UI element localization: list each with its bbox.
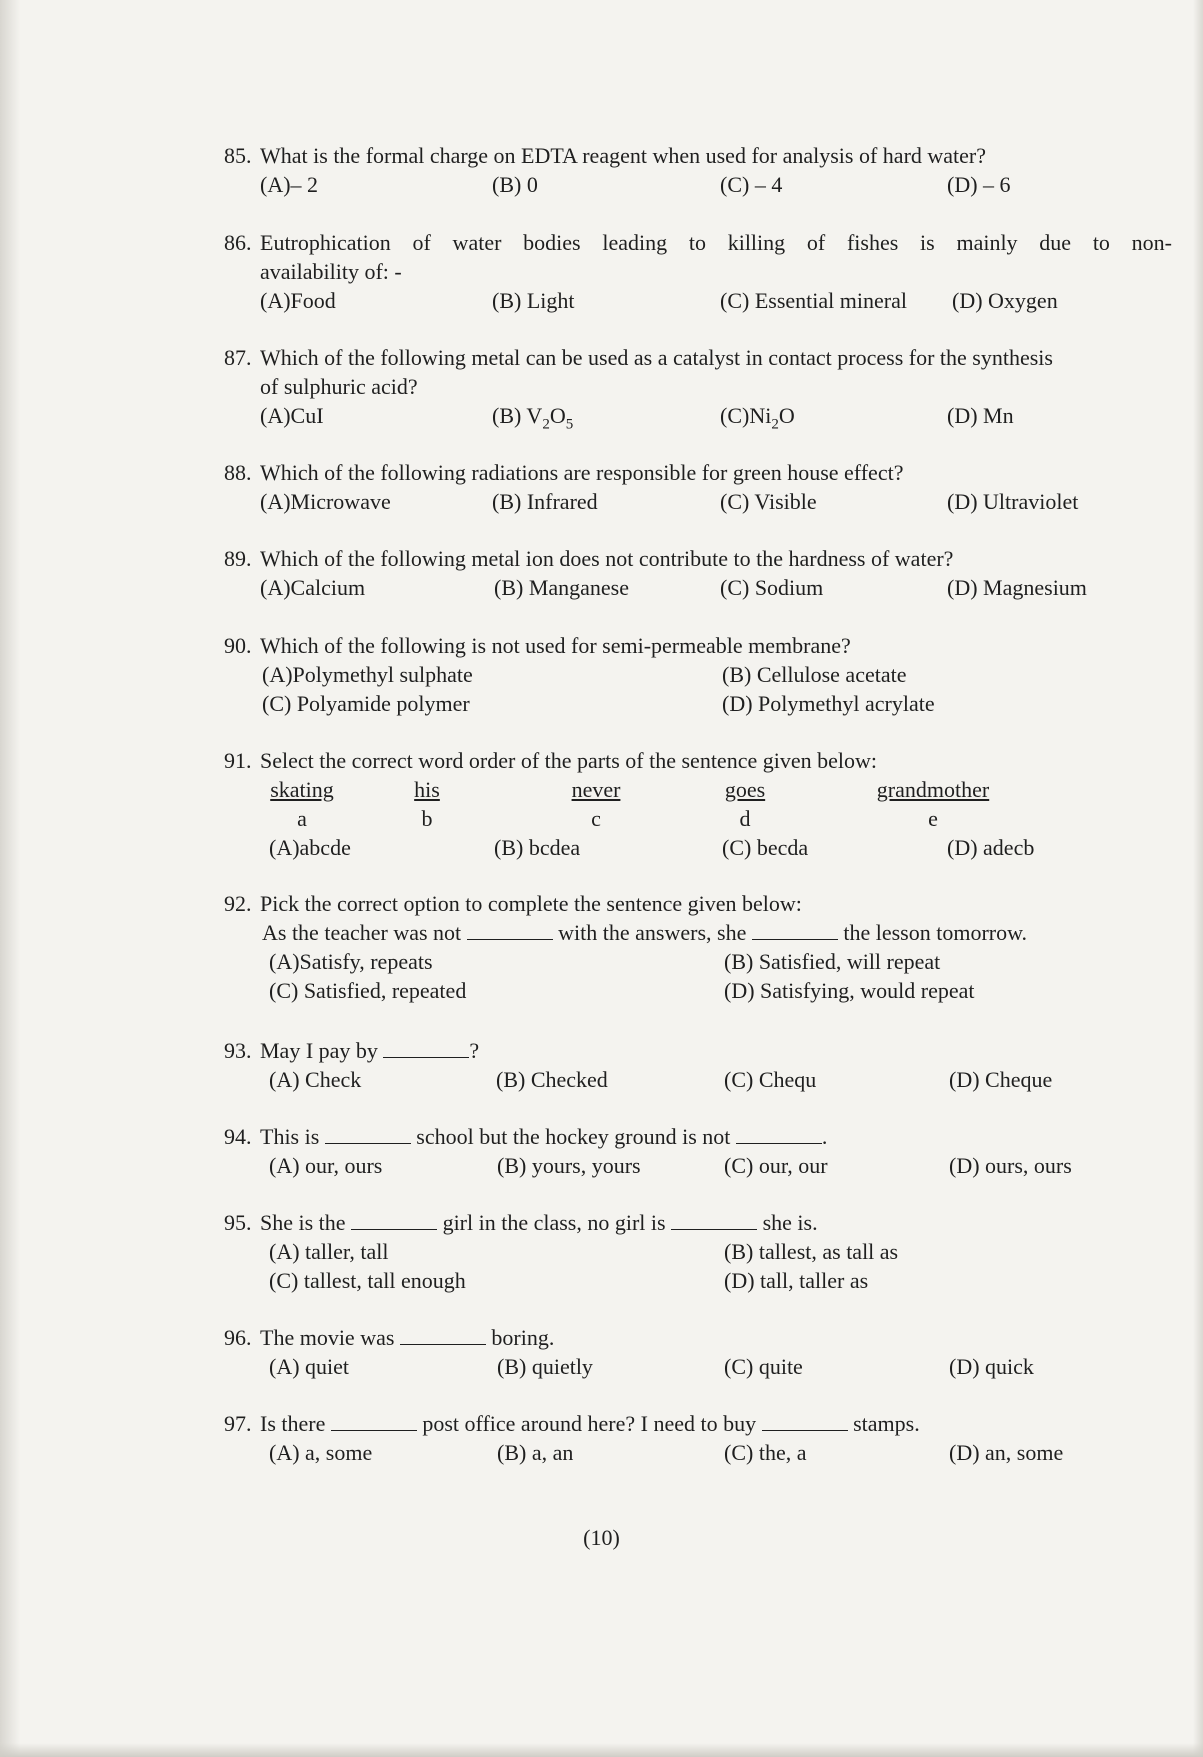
question-85	[224, 141, 1172, 199]
question-95: 95. She is the girl in the class, no girl is she is. (A) taller, tall (B) tallest, as tall as (C) tallest, tall enough (D) tall, taller as	[224, 1208, 1172, 1295]
option-a: (A)Calcium	[260, 575, 366, 600]
option-b: (B) Manganese	[494, 575, 630, 600]
option-c: (C) quite	[724, 1354, 803, 1379]
options-row	[224, 573, 1172, 602]
option-d: (D) quick	[949, 1354, 1034, 1379]
question-number: 95.	[224, 1210, 252, 1235]
question-88	[224, 458, 1172, 516]
option-d: (D) an, some	[949, 1440, 1064, 1465]
option-b: (B) tallest, as tall as	[724, 1239, 899, 1264]
option-d: (D) – 6	[947, 172, 1011, 197]
blank	[325, 1125, 411, 1144]
blank	[467, 921, 553, 940]
option-c: (C) Chequ	[724, 1067, 817, 1092]
page-number: (10)	[583, 1525, 620, 1550]
option-b: (B) yours, yours	[497, 1153, 641, 1178]
options-row	[224, 1438, 1172, 1467]
option-a: (A)– 2	[260, 172, 319, 197]
option-c: (C) our, our	[724, 1153, 828, 1178]
option-c: (C) Polyamide polymer	[262, 691, 470, 716]
options-row	[224, 1065, 1172, 1094]
option-c: $(C)Ni_2O$	[720, 403, 795, 433]
options-row	[224, 1237, 1172, 1266]
option-c: (C) Satisfied, repeated	[269, 978, 467, 1003]
question-87	[224, 343, 1172, 433]
option-c: (C) Essential mineral	[720, 288, 907, 313]
option-d: (D) Satisfying, would repeat	[724, 978, 975, 1003]
page-edge-right	[1193, 0, 1203, 1757]
question-number: 85.	[224, 143, 252, 168]
word-part-a: skating a	[270, 777, 334, 831]
option-a: (A)abcde	[269, 835, 351, 860]
option-c: (C) tallest, tall enough	[269, 1268, 466, 1293]
question-92	[224, 889, 1172, 1005]
option-d: (D) Polymethyl acrylate	[722, 691, 935, 716]
question-93: 93. May I pay by ? (A) Check (B) Checked (C) Chequ (D) Cheque	[224, 1036, 1172, 1094]
option-b: (B) quietly	[497, 1354, 593, 1379]
option-a: (A)Food	[260, 288, 336, 313]
option-a: (A)CuI	[260, 403, 324, 428]
blank	[752, 921, 838, 940]
blank	[400, 1326, 486, 1345]
option-d: (D) Mn	[947, 403, 1014, 428]
options-row	[224, 660, 1172, 689]
question-number: 90.	[224, 633, 252, 658]
question-text-line-2: of sulphuric acid?	[260, 374, 418, 399]
word-part-c: never c	[571, 777, 621, 831]
options-row	[224, 286, 1172, 315]
question-94: 94. This is school but the hockey ground is not . (A) our, ours (B) yours, yours (C) our, our (D) ours, ours	[224, 1122, 1172, 1180]
question-text-line-2: availability of: -	[260, 259, 402, 284]
option-b: (B) Satisfied, will repeat	[724, 949, 941, 974]
options-row	[224, 1151, 1172, 1180]
option-c: (C) Sodium	[720, 575, 824, 600]
option-a: (A) quiet	[269, 1354, 350, 1379]
question-91	[224, 746, 1172, 862]
question-number: 94.	[224, 1124, 252, 1149]
options-row	[224, 689, 1172, 718]
option-b: (B) Light	[492, 288, 575, 313]
word-part-b: his b	[414, 777, 440, 831]
option-d: (D) Oxygen	[952, 288, 1058, 313]
question-number: 86.	[224, 230, 252, 255]
option-b: (B) $V_2O_5$	[492, 403, 574, 433]
options-row	[224, 976, 1172, 1005]
option-d: (D) Ultraviolet	[947, 489, 1079, 514]
question-text-line-1: Which of the following metal can be used as a catalyst in contact process for the synthesis	[260, 345, 1053, 370]
blank	[383, 1039, 469, 1058]
question-text: Which of the following metal ion does not contribute to the hardness of water?	[260, 546, 954, 571]
question-number: 89.	[224, 546, 252, 571]
question-number: 93.	[224, 1038, 252, 1063]
word-part-e: grandmother e	[876, 777, 990, 831]
options-row	[224, 170, 1172, 199]
question-number: 97.	[224, 1411, 252, 1436]
option-b: (B) a, an	[497, 1440, 574, 1465]
sentence-parts	[224, 775, 1172, 833]
options-row	[224, 401, 1172, 433]
options-row	[224, 487, 1172, 516]
question-number: 96.	[224, 1325, 252, 1350]
question-text: Pick the correct option to complete the sentence given below:	[260, 891, 802, 916]
option-c: (C) becda	[722, 835, 809, 860]
options-row	[224, 947, 1172, 976]
option-a: (A) our, ours	[269, 1153, 383, 1178]
option-a: (A)Microwave	[260, 489, 391, 514]
options-row	[224, 833, 1172, 862]
page-edge-shadow	[0, 0, 20, 1757]
question-number: 87.	[224, 345, 252, 370]
question-number: 91.	[224, 748, 252, 773]
question-97: 97. Is there post office around here? I need to buy stamps. (A) a, some (B) a, an (C) the, a (D) an, some	[224, 1409, 1172, 1467]
option-d: (D) ours, ours	[949, 1153, 1072, 1178]
option-a: (A)Satisfy, repeats	[269, 949, 433, 974]
options-row	[224, 1352, 1172, 1381]
question-89	[224, 544, 1172, 602]
question-text: What is the formal charge on EDTA reagent when used for analysis of hard water?	[260, 143, 987, 168]
question-number: 92.	[224, 891, 252, 916]
option-b: (B) Infrared	[492, 489, 598, 514]
question-text: Which of the following radiations are responsible for green house effect?	[260, 460, 904, 485]
option-d: (D) Magnesium	[947, 575, 1087, 600]
question-text: Which of the following is not used for semi-permeable membrane?	[260, 633, 851, 658]
option-a: (A) taller, tall	[269, 1239, 389, 1264]
word-part-d: goes d	[724, 777, 766, 831]
option-a: (A) Check	[269, 1067, 362, 1092]
blank	[736, 1125, 822, 1144]
question-96: 96. The movie was boring. (A) quiet (B) quietly (C) quite (D) quick	[224, 1323, 1172, 1381]
question-number: 88.	[224, 460, 252, 485]
option-d: (D) adecb	[947, 835, 1035, 860]
fill-in-sentence: As the teacher was not with the answers, she the lesson tomorrow.	[262, 920, 1028, 945]
option-b: (B) Cellulose acetate	[722, 662, 907, 687]
options-row	[224, 1266, 1172, 1295]
option-c: (C) – 4	[720, 172, 783, 197]
page-edge-bottom	[0, 1743, 1203, 1757]
option-d: (D) tall, taller as	[724, 1268, 869, 1293]
option-b: (B) bcdea	[494, 835, 581, 860]
blank	[671, 1211, 757, 1230]
question-90	[224, 631, 1172, 718]
option-b: (B) 0	[492, 172, 538, 197]
option-c: (C) Visible	[720, 489, 817, 514]
blank	[331, 1412, 417, 1431]
question-text-line-1: Eutrophication of water bodies leading to killing of fishes is mainly due to non-	[260, 230, 1172, 255]
option-a: (A) a, some	[269, 1440, 373, 1465]
option-b: (B) Checked	[496, 1067, 608, 1092]
blank	[351, 1211, 437, 1230]
question-86	[224, 228, 1172, 315]
option-a: (A)Polymethyl sulphate	[262, 662, 473, 687]
option-c: (C) the, a	[724, 1440, 807, 1465]
question-text: Select the correct word order of the parts of the sentence given below:	[260, 748, 877, 773]
option-d: (D) Cheque	[949, 1067, 1053, 1092]
blank	[762, 1412, 848, 1431]
